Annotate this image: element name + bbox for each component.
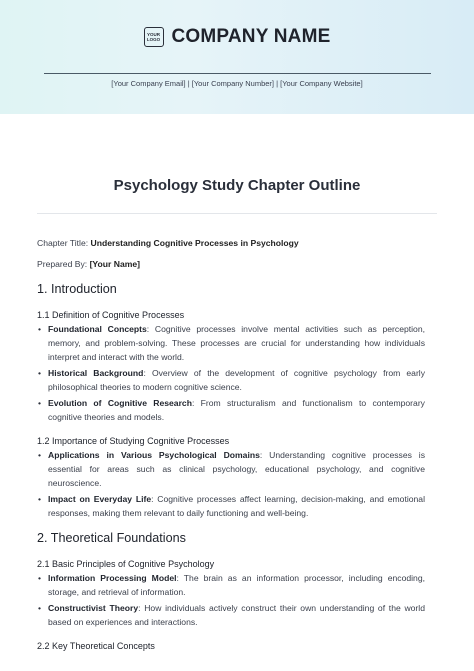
prepared-by-value: [Your Name] — [89, 259, 141, 269]
list-item-text: : Cognitive processes involve mental activities such as perception, memory, and problem-solving. These processes are crucial for understanding how individuals interpret and interact with the world. — [48, 324, 425, 362]
document-body — [37, 236, 425, 663]
letterhead — [0, 0, 474, 114]
prepared-by-line — [37, 257, 425, 271]
chapter-title-label: Chapter Title: — [37, 238, 89, 248]
list-item — [37, 448, 425, 490]
outline-sections — [37, 281, 425, 653]
subsection-heading: 2.2 Key Theoretical Concepts — [37, 641, 155, 651]
list-item-text: : Understanding cognitive processes is essential for areas such as clinical psychology, educational psychology, and cognitive neuroscience. — [48, 450, 425, 488]
list-item-text: : How individuals actively construct their own understanding of the world based on experiences and interactions. — [48, 603, 425, 627]
list-item-term: Foundational Concepts — [48, 324, 147, 334]
list-item — [37, 571, 425, 599]
list-item-text: : Overview of the development of cognitive psychology from early philosophical theories to modern cognitive science. — [48, 368, 426, 392]
list-item-text: : Cognitive processes affect learning, decision-making, and emotional responses, making them relevant to daily functioning and well-being. — [48, 494, 425, 518]
list-item-text: : The brain as an information processor, including encoding, storage, and retrieval of information. — [48, 573, 425, 597]
list-item-term: Information Processing Model — [48, 573, 177, 583]
bullet-list — [37, 322, 425, 424]
list-item — [37, 366, 425, 394]
list-item-term: Impact on Everyday Life — [48, 494, 152, 504]
company-logo: YOUR LOGO — [144, 27, 164, 47]
chapter-title-value: Understanding Cognitive Processes in Psychology — [90, 238, 299, 248]
company-name: COMPANY NAME — [171, 26, 331, 47]
list-item — [37, 322, 425, 364]
subsection-heading: 1.2 Importance of Studying Cognitive Processes — [37, 436, 230, 446]
bullet-list — [37, 571, 425, 629]
chapter-title-line — [37, 236, 425, 250]
list-item — [37, 396, 425, 424]
header-divider — [44, 73, 431, 74]
list-item-term: Evolution of Cognitive Research — [48, 398, 192, 408]
document-title: Psychology Study Chapter Outline — [113, 177, 361, 194]
list-item-text: : From structuralism and functionalism to contemporary cognitive theories and models. — [48, 398, 425, 422]
list-item — [37, 492, 425, 520]
list-item-term: Applications in Various Psychological Domains — [48, 450, 260, 460]
subsection-heading: 2.1 Basic Principles of Cognitive Psychology — [37, 559, 215, 569]
brand-row — [0, 26, 474, 48]
prepared-by-label: Prepared By: — [37, 259, 88, 269]
bullet-list — [37, 448, 425, 520]
section-heading: 2. Theoretical Foundations — [37, 531, 186, 545]
list-item — [37, 601, 425, 629]
section-heading: 1. Introduction — [37, 282, 117, 296]
company-contact-line: [Your Company Email] | [Your Company Number] | [Your Company Website] — [111, 79, 363, 88]
list-item-term: Constructivist Theory — [48, 603, 139, 613]
list-item-term: Historical Background — [48, 368, 144, 378]
title-divider — [37, 213, 437, 214]
subsection-heading: 1.1 Definition of Cognitive Processes — [37, 310, 185, 320]
